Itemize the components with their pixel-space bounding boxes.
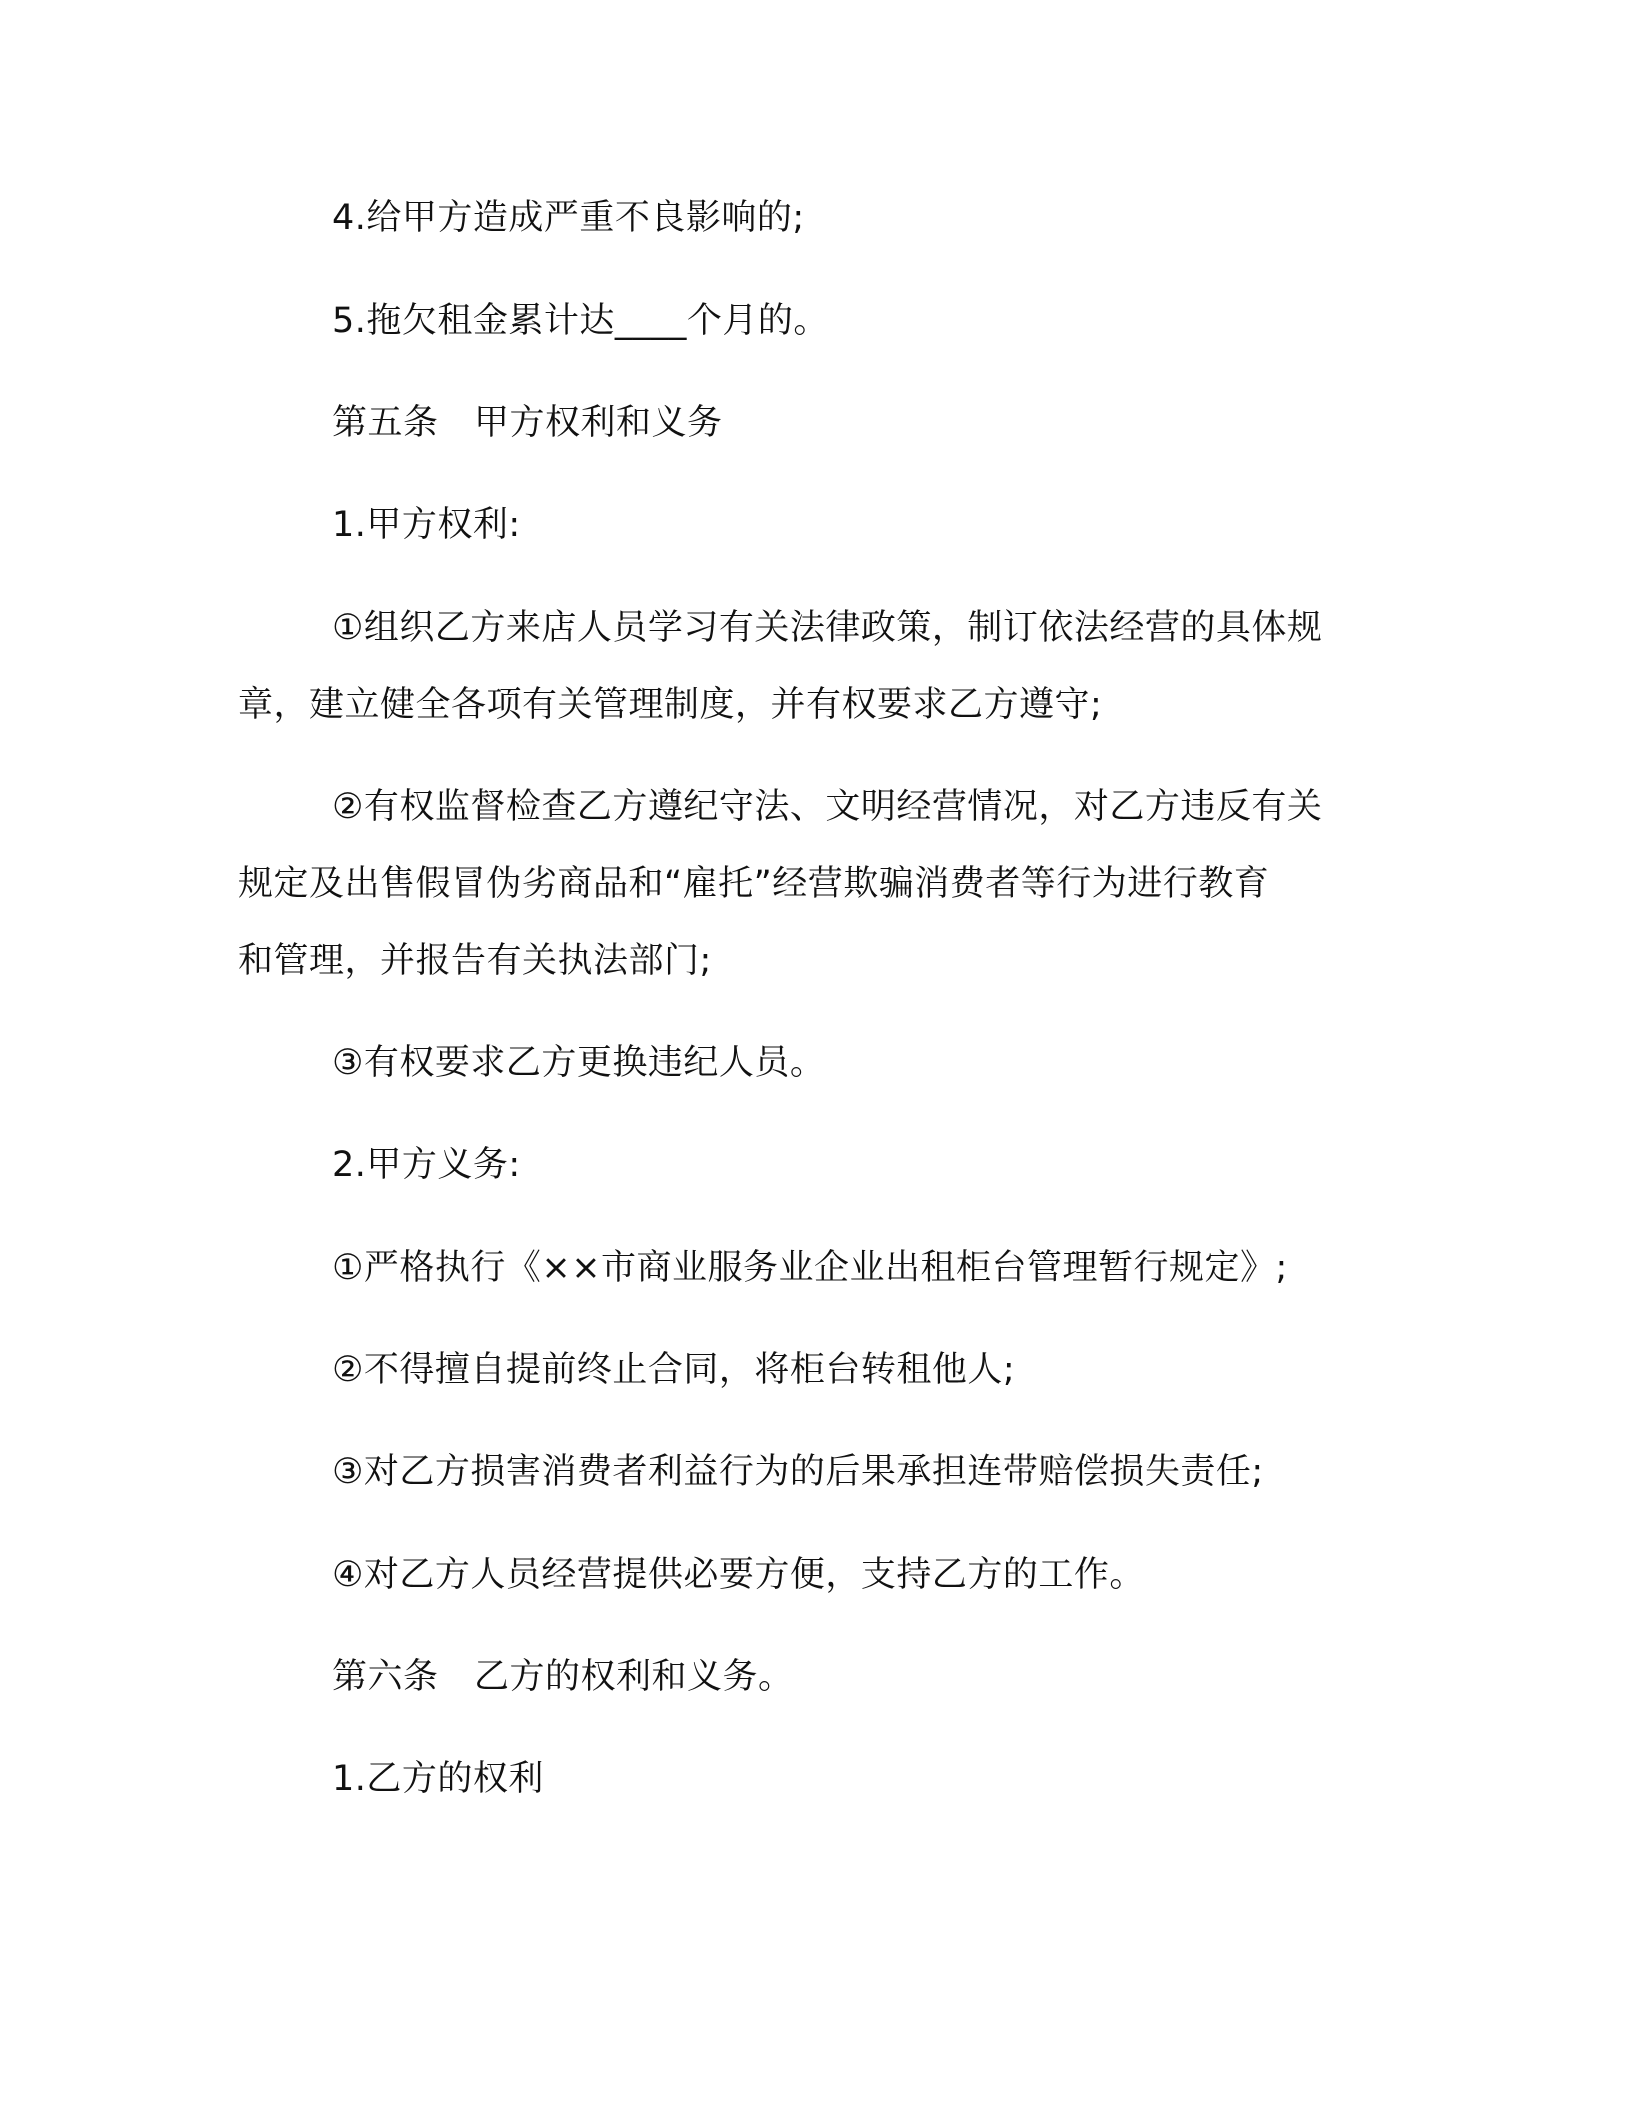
party-a-duty-4: ④对乙方人员经营提供必要方便，支持乙方的工作。 [332, 1555, 1145, 1595]
party-a-duty-3: ③对乙方损害消费者利益行为的后果承担连带赔偿损失责任; [332, 1452, 1264, 1492]
party-a-right-1-line-1: ①组织乙方来店人员学习有关法律政策，制订依法经营的具体规 [332, 608, 1323, 648]
party-a-right-2-line-1: ②有权监督检查乙方遵纪守法、文明经营情况，对乙方违反有关 [332, 787, 1323, 827]
article-5-heading: 第五条 甲方权利和义务 [332, 403, 723, 443]
party-b-rights-heading: 1.乙方的权利 [332, 1759, 544, 1799]
article-6-heading: 第六条 乙方的权利和义务。 [332, 1657, 794, 1697]
party-a-right-2-line-2: 规定及出售假冒伪劣商品和“雇托”经营欺骗消费者等行为进行教育 [238, 864, 1270, 904]
party-a-duties-heading: 2.甲方义务: [332, 1145, 521, 1185]
party-a-right-2-line-3: 和管理，并报告有关执法部门; [238, 941, 712, 981]
clause-item-4: 4.给甲方造成严重不良影响的; [332, 198, 805, 238]
party-a-duty-1: ①严格执行《××市商业服务业企业出租柜台管理暂行规定》; [332, 1248, 1288, 1288]
clause-item-5: 5.拖欠租金累计达____个月的。 [332, 301, 829, 341]
party-a-right-3: ③有权要求乙方更换违纪人员。 [332, 1043, 826, 1083]
party-a-duty-2: ②不得擅自提前终止合同，将柜台转租他人; [332, 1350, 1016, 1390]
party-a-rights-heading: 1.甲方权利: [332, 505, 521, 545]
party-a-right-1-line-2: 章，建立健全各项有关管理制度，并有权要求乙方遵守; [238, 685, 1103, 725]
